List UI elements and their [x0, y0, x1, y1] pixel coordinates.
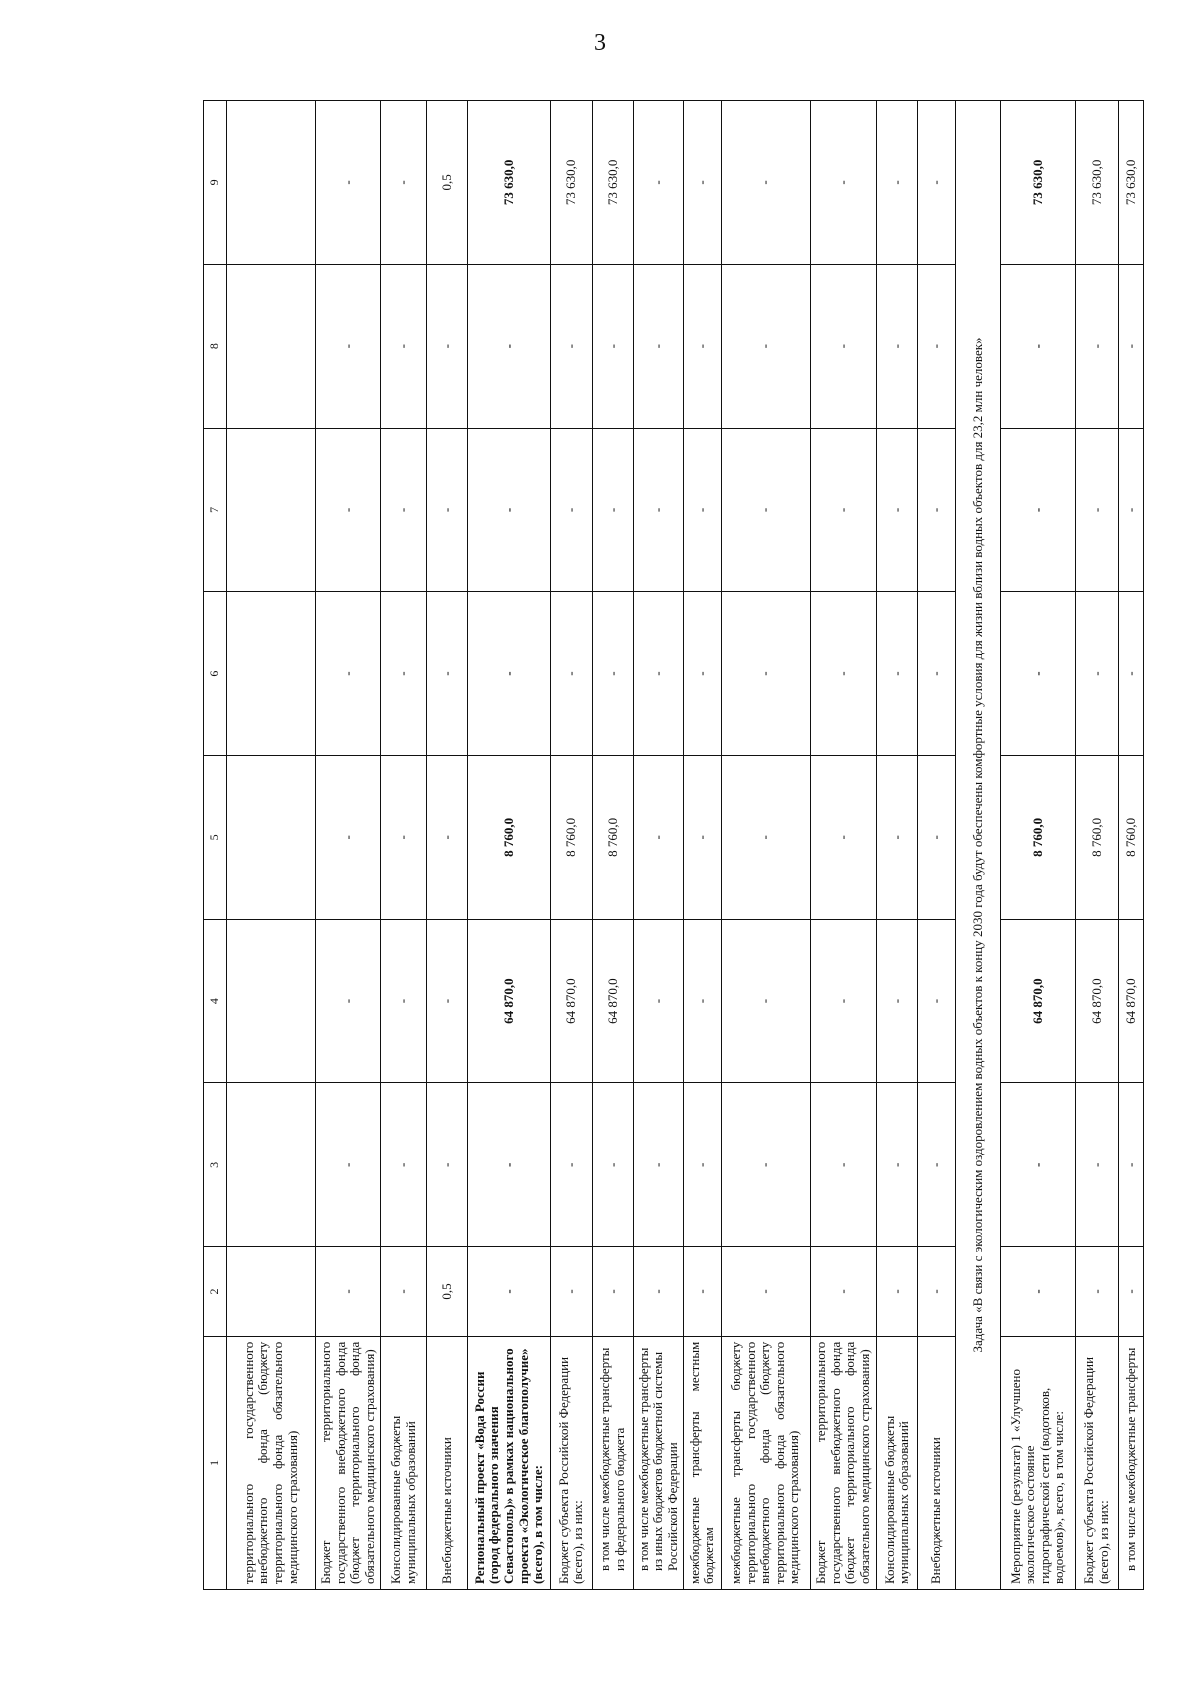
cell-col-6: -: [1001, 592, 1076, 756]
column-header-3: 3: [204, 1083, 227, 1247]
column-header-5: 5: [204, 755, 227, 919]
cell-col-4: -: [634, 919, 684, 1083]
column-header-4: 4: [204, 919, 227, 1083]
cell-col-9: 73 630,0: [1119, 101, 1144, 265]
cell-col-3: [227, 1083, 316, 1247]
cell-col-3: -: [810, 1083, 876, 1247]
cell-col-8: -: [1001, 264, 1076, 428]
cell-col-5: 8 760,0: [468, 755, 551, 919]
table-row: [551, 101, 592, 1590]
row-label: территориального государственного внебюджетного фонда (бюджету территориального фонда обязательного медицинского страхования): [227, 1336, 316, 1589]
cell-col-3: -: [426, 1083, 467, 1247]
cell-col-3: -: [918, 1083, 955, 1247]
row-label: Внебюджетные источники: [918, 1336, 955, 1589]
table-row: [381, 101, 427, 1590]
cell-col-4: 64 870,0: [551, 919, 592, 1083]
column-header-1: 1: [204, 1336, 227, 1589]
table-row: [592, 101, 633, 1590]
table-row: [1075, 101, 1118, 1590]
column-header-9: 9: [204, 101, 227, 265]
cell-col-8: -: [381, 264, 427, 428]
cell-col-9: 73 630,0: [551, 101, 592, 265]
cell-col-6: -: [918, 592, 955, 756]
column-header-7: 7: [204, 428, 227, 592]
cell-col-7: -: [316, 428, 381, 592]
cell-col-9: -: [634, 101, 684, 265]
cell-col-5: 8 760,0: [551, 755, 592, 919]
cell-col-6: -: [551, 592, 592, 756]
cell-col-7: -: [1119, 428, 1144, 592]
cell-col-7: -: [876, 428, 917, 592]
cell-col-7: -: [721, 428, 810, 592]
cell-col-8: -: [918, 264, 955, 428]
cell-col-8: -: [1119, 264, 1144, 428]
cell-col-8: -: [1075, 264, 1118, 428]
cell-col-2: -: [810, 1247, 876, 1337]
cell-col-6: -: [1075, 592, 1118, 756]
cell-col-9: -: [381, 101, 427, 265]
cell-col-3: -: [551, 1083, 592, 1247]
cell-col-7: -: [426, 428, 467, 592]
column-header-2: 2: [204, 1247, 227, 1337]
table-row: [468, 101, 551, 1590]
cell-col-3: -: [1119, 1083, 1144, 1247]
cell-col-4: 64 870,0: [1075, 919, 1118, 1083]
cell-col-2: -: [1001, 1247, 1076, 1337]
cell-col-7: -: [918, 428, 955, 592]
cell-col-5: [227, 755, 316, 919]
cell-col-7: -: [634, 428, 684, 592]
cell-col-4: 64 870,0: [468, 919, 551, 1083]
cell-col-6: -: [468, 592, 551, 756]
cell-col-3: -: [468, 1083, 551, 1247]
cell-col-5: -: [918, 755, 955, 919]
cell-col-3: -: [721, 1083, 810, 1247]
cell-col-9: 73 630,0: [1001, 101, 1076, 265]
row-label: Консолидированные бюджеты муниципальных образований: [381, 1336, 427, 1589]
cell-col-9: -: [876, 101, 917, 265]
cell-col-6: -: [810, 592, 876, 756]
cell-col-3: -: [1001, 1083, 1076, 1247]
cell-col-8: -: [592, 264, 633, 428]
row-label: Бюджет территориального государственного внебюджетного фонда (бюджет территориального фонда обязательного медицинского страхования): [810, 1336, 876, 1589]
cell-col-7: -: [592, 428, 633, 592]
cell-col-5: 8 760,0: [1001, 755, 1076, 919]
cell-col-8: -: [634, 264, 684, 428]
row-label: Региональный проект «Вода России (город федерального значения Севастополь)» в рамках национального проекта «Экологическое благополучие» (всего), в том числе:: [468, 1336, 551, 1589]
cell-col-3: -: [316, 1083, 381, 1247]
cell-col-7: -: [684, 428, 721, 592]
column-header-8: 8: [204, 264, 227, 428]
cell-col-2: -: [721, 1247, 810, 1337]
cell-col-4: -: [684, 919, 721, 1083]
cell-col-4: -: [426, 919, 467, 1083]
cell-col-8: -: [810, 264, 876, 428]
cell-col-4: -: [918, 919, 955, 1083]
row-label: межбюджетные трансферты бюджету территориального государственного внебюджетного фонда (бюджету территориального фонда обязательного медицинского страхования): [721, 1336, 810, 1589]
table-row: [918, 101, 955, 1590]
cell-col-9: -: [684, 101, 721, 265]
cell-col-9: -: [316, 101, 381, 265]
header-row: [204, 101, 227, 1590]
cell-col-4: 64 870,0: [592, 919, 633, 1083]
cell-col-8: [227, 264, 316, 428]
cell-col-4: -: [381, 919, 427, 1083]
row-label: Консолидированные бюджеты муниципальных образований: [876, 1336, 917, 1589]
table-row: [1119, 101, 1144, 1590]
cell-col-9: [227, 101, 316, 265]
cell-col-9: -: [918, 101, 955, 265]
cell-col-2: -: [684, 1247, 721, 1337]
cell-col-9: 73 630,0: [592, 101, 633, 265]
cell-col-7: -: [1075, 428, 1118, 592]
budget-table: [203, 100, 1144, 1590]
table-row: [227, 101, 316, 1590]
cell-col-6: -: [684, 592, 721, 756]
cell-col-4: -: [316, 919, 381, 1083]
row-label: Внебюджетные источники: [426, 1336, 467, 1589]
row-label: Мероприятие (результат) 1 «Улучшено экологическое состояние гидрографической сети (водотоков, водоемов)», всего, в том числе:: [1001, 1336, 1076, 1589]
cell-col-2: -: [876, 1247, 917, 1337]
task-row: [955, 101, 1001, 1590]
table-row: [684, 101, 721, 1590]
cell-col-5: -: [426, 755, 467, 919]
cell-col-7: -: [551, 428, 592, 592]
table-row: [1001, 101, 1076, 1590]
cell-col-5: 8 760,0: [592, 755, 633, 919]
cell-col-3: -: [592, 1083, 633, 1247]
cell-col-8: -: [721, 264, 810, 428]
row-label: Бюджет территориального государственного внебюджетного фонда (бюджет территориального фонда обязательного медицинского страхования): [316, 1336, 381, 1589]
cell-col-9: 0,5: [426, 101, 467, 265]
cell-col-6: -: [634, 592, 684, 756]
cell-col-7: -: [1001, 428, 1076, 592]
rotated-table-container: [203, 100, 1144, 1590]
row-label: Бюджет субъекта Российской Федерации (всего), из них:: [551, 1336, 592, 1589]
cell-col-4: 64 870,0: [1119, 919, 1144, 1083]
cell-col-7: -: [381, 428, 427, 592]
page-number: 3: [594, 30, 606, 56]
cell-col-5: 8 760,0: [1075, 755, 1118, 919]
cell-col-5: -: [634, 755, 684, 919]
cell-col-3: -: [1075, 1083, 1118, 1247]
cell-col-2: -: [1075, 1247, 1118, 1337]
cell-col-4: -: [810, 919, 876, 1083]
cell-col-8: -: [876, 264, 917, 428]
table-row: [316, 101, 381, 1590]
cell-col-4: -: [876, 919, 917, 1083]
cell-col-2: -: [1119, 1247, 1144, 1337]
cell-col-5: 8 760,0: [1119, 755, 1144, 919]
cell-col-2: [227, 1247, 316, 1337]
cell-col-9: -: [810, 101, 876, 265]
cell-col-3: -: [684, 1083, 721, 1247]
cell-col-8: -: [426, 264, 467, 428]
cell-col-4: [227, 919, 316, 1083]
cell-col-2: -: [592, 1247, 633, 1337]
cell-col-2: -: [918, 1247, 955, 1337]
table-row: [426, 101, 467, 1590]
cell-col-2: -: [381, 1247, 427, 1337]
cell-col-9: 73 630,0: [468, 101, 551, 265]
cell-col-6: -: [1119, 592, 1144, 756]
cell-col-6: -: [721, 592, 810, 756]
table-row: [810, 101, 876, 1590]
table-row: [721, 101, 810, 1590]
cell-col-5: -: [316, 755, 381, 919]
cell-col-7: -: [810, 428, 876, 592]
row-label: в том числе межбюджетные трансферты: [1119, 1336, 1144, 1589]
table-body: [227, 101, 1144, 1590]
cell-col-5: -: [810, 755, 876, 919]
cell-col-8: -: [316, 264, 381, 428]
cell-col-6: -: [876, 592, 917, 756]
cell-col-8: -: [551, 264, 592, 428]
cell-col-3: -: [381, 1083, 427, 1247]
row-label: в том числе межбюджетные трансферты из иных бюджетов бюджетной системы Российской Федерации: [634, 1336, 684, 1589]
column-header-6: 6: [204, 592, 227, 756]
cell-col-5: -: [876, 755, 917, 919]
cell-col-7: [227, 428, 316, 592]
cell-col-5: -: [381, 755, 427, 919]
cell-col-8: -: [468, 264, 551, 428]
table-row: [876, 101, 917, 1590]
cell-col-4: 64 870,0: [1001, 919, 1076, 1083]
cell-col-2: -: [634, 1247, 684, 1337]
row-label: межбюджетные трансферты местным бюджетам: [684, 1336, 721, 1589]
cell-col-3: -: [876, 1083, 917, 1247]
row-label: Бюджет субъекта Российской Федерации (всего), из них:: [1075, 1336, 1118, 1589]
cell-col-5: -: [721, 755, 810, 919]
cell-col-6: [227, 592, 316, 756]
cell-col-2: -: [468, 1247, 551, 1337]
task-description: Задача «В связи с экологическим оздоровлением водных объектов к концу 2030 года будут обеспечены комфортные условия для жизни вблизи водных объектов для 23,2 млн человек»: [955, 101, 1001, 1590]
cell-col-2: -: [551, 1247, 592, 1337]
cell-col-4: -: [721, 919, 810, 1083]
cell-col-6: -: [426, 592, 467, 756]
cell-col-3: -: [634, 1083, 684, 1247]
cell-col-2: 0,5: [426, 1247, 467, 1337]
cell-col-6: -: [381, 592, 427, 756]
cell-col-9: 73 630,0: [1075, 101, 1118, 265]
table-row: [634, 101, 684, 1590]
cell-col-7: -: [468, 428, 551, 592]
cell-col-6: -: [316, 592, 381, 756]
row-label: в том числе межбюджетные трансферты из федерального бюджета: [592, 1336, 633, 1589]
cell-col-5: -: [684, 755, 721, 919]
cell-col-6: -: [592, 592, 633, 756]
cell-col-8: -: [684, 264, 721, 428]
cell-col-9: -: [721, 101, 810, 265]
cell-col-2: -: [316, 1247, 381, 1337]
